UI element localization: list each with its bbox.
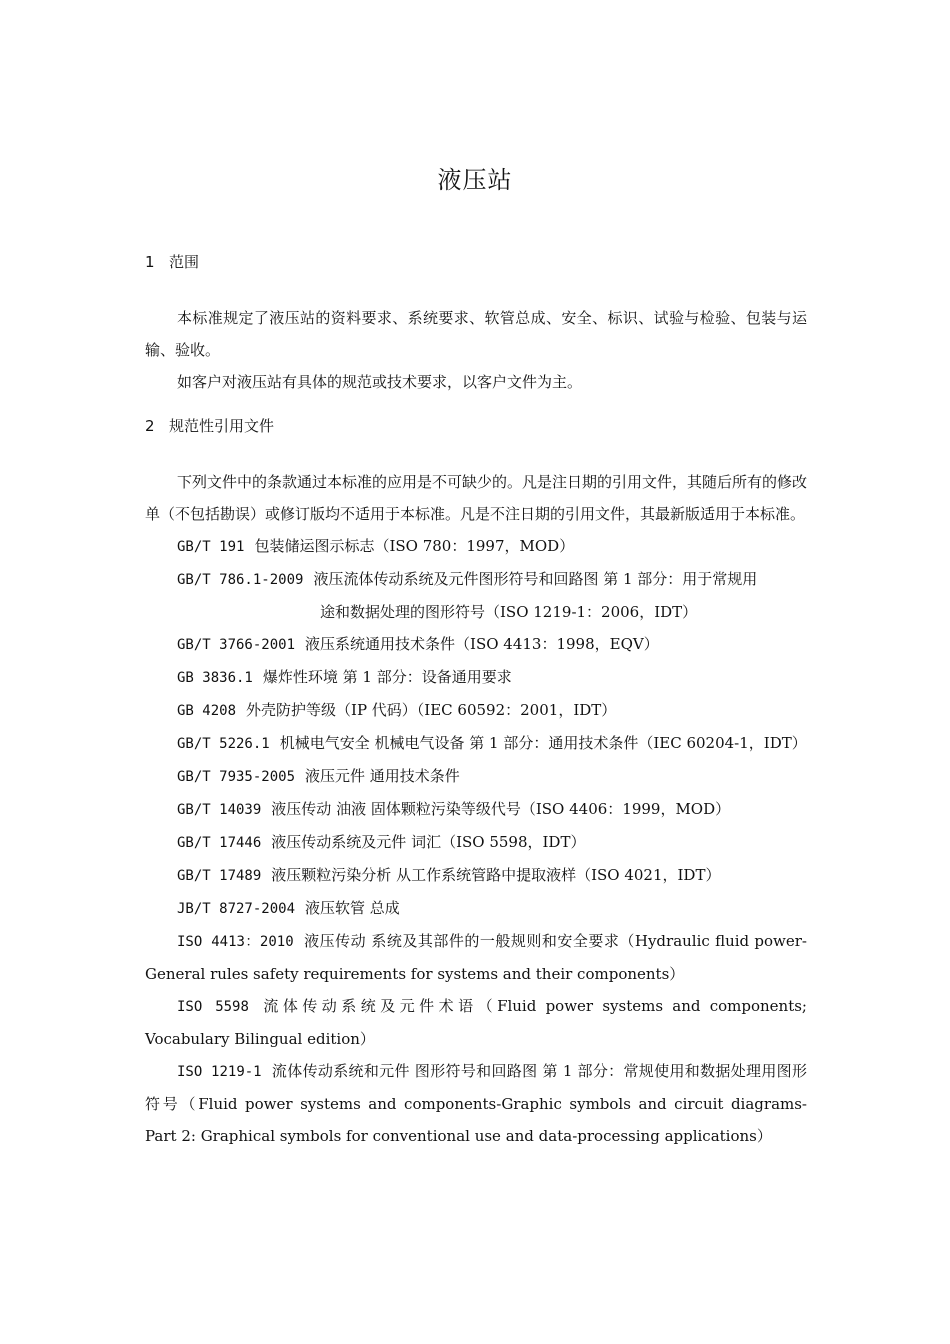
reference-item xyxy=(145,925,807,990)
reference-item xyxy=(145,563,807,596)
reference-code: GB 3836.1 xyxy=(177,670,253,686)
reference-item xyxy=(145,859,807,892)
reference-code: GB/T 786.1-2009 xyxy=(177,572,304,588)
reference-item xyxy=(145,760,807,793)
reference-item xyxy=(145,892,807,925)
reference-item xyxy=(145,530,807,563)
reference-code: GB/T 14039 xyxy=(177,802,262,818)
document-title: 液压站 xyxy=(437,166,513,194)
document-body xyxy=(145,248,807,1152)
reference-text: 流体传动系统和元件 图形符号和回路图 第 1 部分：常规使用和数据处理用图形符号（Fluid power systems and components-Graphic symbols and circuit diagrams-Part 2: Graphical symbols for conventional use and data-processing applications） xyxy=(145,1062,807,1145)
reference-text: 机械电气安全 机械电气设备 第 1 部分：通用技术条件（IEC 60204-1，IDT） xyxy=(279,734,807,752)
reference-text: 外壳防护等级（IP 代码）（IEC 60592：2001，IDT） xyxy=(246,701,617,719)
reference-item xyxy=(145,694,807,727)
section-2-title: 规范性引用文件 xyxy=(169,417,275,435)
reference-text: 液压传动系统及元件 词汇（ISO 5598，IDT） xyxy=(271,833,586,851)
reference-code: GB/T 5226.1 xyxy=(177,736,270,752)
section-1-heading xyxy=(145,248,807,276)
section-1-paragraph-1: 本标准规定了液压站的资料要求、系统要求、软管总成、安全、标识、试验与检验、包装与运输、验收。 xyxy=(145,309,807,359)
reference-code: ISO 4413：2010 xyxy=(177,934,294,950)
reference-text: 液压流体传动系统及元件图形符号和回路图 第 1 部分：用于常规用 xyxy=(313,570,758,588)
reference-code: GB/T 7935-2005 xyxy=(177,769,296,785)
reference-code: ISO 1219-1 xyxy=(177,1064,262,1080)
reference-text: 液压系统通用技术条件（ISO 4413：1998，EQV） xyxy=(305,635,659,653)
reference-text: 爆炸性环境 第 1 部分：设备通用要求 xyxy=(262,668,512,686)
reference-text: 液压软管 总成 xyxy=(305,899,400,917)
section-1-number: 1 xyxy=(145,253,155,271)
reference-item xyxy=(145,1055,807,1152)
reference-code: ISO 5598 xyxy=(177,999,249,1015)
section-2-heading xyxy=(145,412,807,440)
reference-text: 流体传动系统及元件术语（Fluid power systems and components; Vocabulary Bilingual edition） xyxy=(145,997,807,1048)
reference-item xyxy=(145,826,807,859)
reference-item xyxy=(145,793,807,826)
reference-text: 液压传动 系统及其部件的一般规则和安全要求（Hydraulic fluid power-General rules safety requirements for systems and their components） xyxy=(145,932,807,983)
reference-code: GB/T 191 xyxy=(177,539,245,555)
reference-text: 液压颗粒污染分析 从工作系统管路中提取液样（ISO 4021，IDT） xyxy=(271,866,721,884)
section-1-title: 范围 xyxy=(169,253,200,271)
reference-code: GB/T 17446 xyxy=(177,835,262,851)
reference-code: GB 4208 xyxy=(177,703,237,719)
section-2-number: 2 xyxy=(145,417,155,435)
reference-text: 包装储运图示标志（ISO 780：1997，MOD） xyxy=(254,537,575,555)
reference-item xyxy=(145,727,807,760)
section-1-paragraph-2: 如客户对液压站有具体的规范或技术要求，以客户文件为主。 xyxy=(177,373,583,391)
reference-text: 液压传动 油液 固体颗粒污染等级代号（ISO 4406：1999，MOD） xyxy=(271,800,731,818)
reference-item xyxy=(145,990,807,1055)
reference-item xyxy=(145,628,807,661)
reference-text: 液压元件 通用技术条件 xyxy=(305,767,460,785)
reference-continuation: 途和数据处理的图形符号（ISO 1219-1：2006，IDT） xyxy=(320,603,698,621)
reference-item xyxy=(145,661,807,694)
section-2-paragraph-1: 下列文件中的条款通过本标准的应用是不可缺少的。凡是注日期的引用文件，其随后所有的修改单（不包括勘误）或修订版均不适用于本标准。凡是不注日期的引用文件，其最新版适用于本标准。 xyxy=(145,473,808,523)
reference-code: JB/T 8727-2004 xyxy=(177,901,296,917)
reference-code: GB/T 17489 xyxy=(177,868,262,884)
reference-code: GB/T 3766-2001 xyxy=(177,637,296,653)
